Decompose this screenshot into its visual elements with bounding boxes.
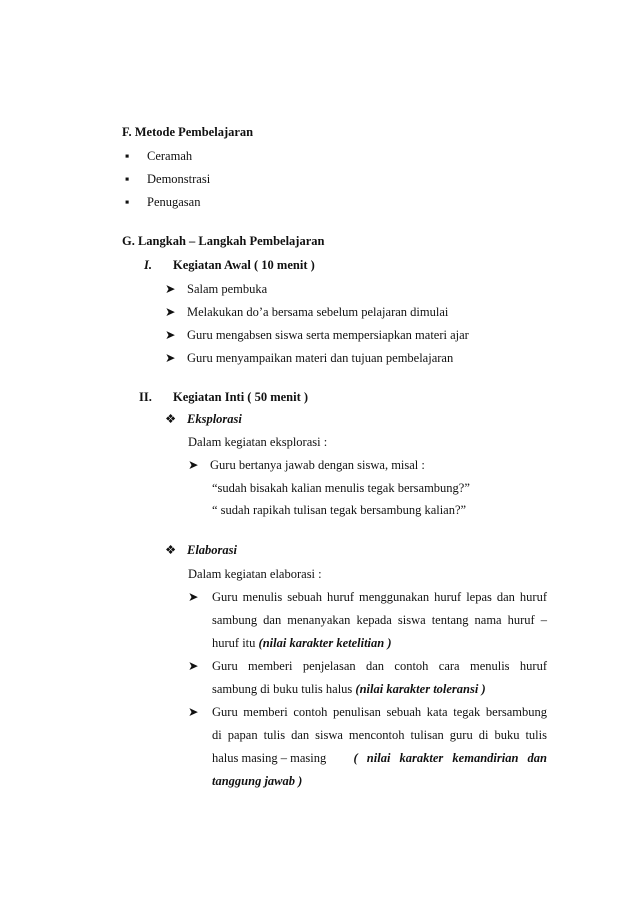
list-item: ▪ Penugasan [125,195,201,209]
elaborasi-item-1-line-2: sambung dan menanyakan kepada siswa tentang nama huruf – [212,613,547,627]
square-bullet-icon: ▪ [125,172,130,186]
elaborasi-item-3-line-4: tanggung jawab ) [212,774,303,788]
list-item: ▪ Ceramah [125,149,193,163]
elaborasi-intro: Dalam kegiatan elaborasi : [188,567,322,581]
eksplorasi-heading: ❖ Eksplorasi [165,412,242,426]
elaborasi-item-1-line-3: huruf itu (nilai karakter ketelitian ) [212,636,392,650]
elaborasi-item-2-line-2: sambung di buku tulis halus (nilai karakter toleransi ) [212,682,486,696]
square-bullet-icon: ▪ [125,149,130,163]
elaborasi-heading: ❖ Elaborasi [165,543,238,557]
arrowhead-bullet-icon: ➤ [165,328,176,342]
character-value-label: (nilai karakter toleransi ) [355,682,486,696]
part-i-title: Kegiatan Awal ( 10 menit ) [173,258,315,272]
elaborasi-item-1-line-1: Guru menulis sebuah huruf menggunakan huruf lepas dan huruf [212,590,547,604]
arrowhead-bullet-icon: ➤ [188,659,199,673]
list-item: ➤ Guru mengabsen siswa serta mempersiapkan materi ajar [165,328,469,342]
elaborasi-item-3-line-1: Guru memberi contoh penulisan sebuah kata tegak bersambung [212,705,547,719]
part-ii-numeral: II. [139,390,152,404]
part-i-numeral: I. [144,258,152,272]
arrowhead-bullet-icon: ➤ [188,590,199,604]
list-item: ➤ Guru menyampaikan materi dan tujuan pembelajaran [165,351,454,365]
part-ii-title: Kegiatan Inti ( 50 menit ) [173,390,309,404]
list-item: ➤ Salam pembuka [165,282,268,296]
eksplorasi-quote-1: “sudah bisakah kalian menulis tegak bersambung?” [212,481,470,495]
arrowhead-bullet-icon: ➤ [165,305,176,319]
list-item: ▪ Demonstrasi [125,172,211,186]
character-value-label: ( nilai karakter kemandirian dan [353,751,547,765]
elaborasi-item-3-line-2: di papan tulis dan siswa mencontoh tulisan guru di buku tulis [212,728,547,742]
list-item: ➤ Melakukan do’a bersama sebelum pelajaran dimulai [165,305,449,319]
four-diamond-bullet-icon: ❖ [165,543,177,557]
elaborasi-item-2-line-1: Guru memberi penjelasan dan contoh cara menulis huruf [212,659,547,673]
eksplorasi-quote-2: “ sudah rapikah tulisan tegak bersambung kalian?” [212,503,467,517]
section-f-heading: F. Metode Pembelajaran [122,125,254,139]
character-value-label: (nilai karakter ketelitian ) [258,636,392,650]
square-bullet-icon: ▪ [125,195,130,209]
list-item: ➤ Guru bertanya jawab dengan siswa, misal : [188,458,425,472]
section-g-heading: G. Langkah – Langkah Pembelajaran [122,234,325,248]
arrowhead-bullet-icon: ➤ [165,351,176,365]
elaborasi-item-3-line-3: halus masing – masing ( nilai karakter kemandirian dan [212,751,547,765]
arrowhead-bullet-icon: ➤ [165,282,176,296]
arrowhead-bullet-icon: ➤ [188,705,199,719]
four-diamond-bullet-icon: ❖ [165,412,177,426]
eksplorasi-intro: Dalam kegiatan eksplorasi : [188,435,328,449]
arrowhead-bullet-icon: ➤ [188,458,199,472]
